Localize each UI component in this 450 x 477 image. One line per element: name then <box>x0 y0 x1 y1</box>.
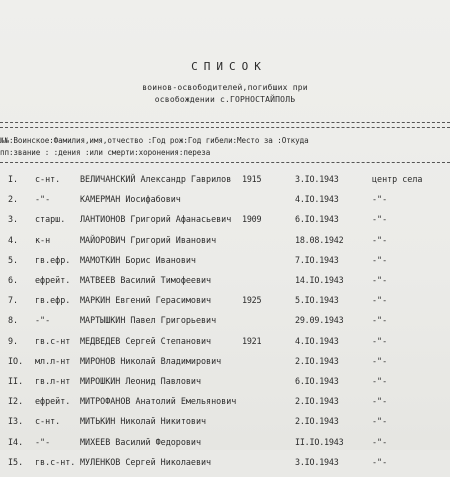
row-name: МЕДВЕДЕВ Сергей Степанович <box>80 335 212 346</box>
row-rank: гв.ефр. <box>35 254 71 265</box>
row-death-date: 6.IO.1943 <box>295 376 339 386</box>
row-number: IO. <box>8 355 24 366</box>
row-birth-year: 1909 <box>242 214 262 225</box>
row-number: I2. <box>8 396 24 407</box>
divider <box>0 162 450 166</box>
row-burial-place: -"- <box>372 335 388 346</box>
row-rank: ефрейт. <box>35 275 71 285</box>
divider <box>0 127 450 131</box>
table-row <box>0 255 450 275</box>
table-row <box>0 295 450 315</box>
row-name: КАМЕРМАН Иосифабович <box>80 194 181 205</box>
row-name: МИТЬКИН Николай Никитович <box>80 416 207 427</box>
row-death-date: II.IO.1943 <box>295 436 344 447</box>
row-number: 3. <box>8 214 19 225</box>
row-death-date: 2.IO.1943 <box>295 355 339 366</box>
row-death-date: 3.IO.1943 <box>295 456 339 467</box>
row-death-date: 2.IO.1943 <box>295 396 339 407</box>
row-name: МУЛЕНКОВ Сергей Николаевич <box>80 456 212 467</box>
row-rank: -"- <box>35 315 51 326</box>
row-rank: гв.л-нт <box>35 376 71 386</box>
row-death-date: 14.IO.1943 <box>295 275 344 285</box>
row-number: II. <box>8 376 24 386</box>
document-title: СПИСОК <box>191 60 267 73</box>
row-rank: мл.л-нт <box>35 355 71 366</box>
row-burial-place: -"- <box>372 295 388 306</box>
row-burial-place: -"- <box>372 234 388 245</box>
row-rank: ефрейт. <box>35 396 71 407</box>
row-name: ВЕЛИЧАНСКИЙ Александр Гаврилов <box>80 174 232 184</box>
table-row <box>0 356 450 376</box>
row-name: МАРТЫШКИН Павел Григорьевич <box>80 315 217 326</box>
row-death-date: 7.IO.1943 <box>295 254 339 265</box>
row-burial-place: -"- <box>372 456 388 467</box>
row-burial-place: -"- <box>372 376 388 386</box>
row-number: I4. <box>8 436 24 447</box>
row-name: МАМОТКИН Борис Иванович <box>80 254 196 265</box>
row-name: МИХЕЕВ Василий Федорович <box>80 436 202 447</box>
row-number: 7. <box>8 295 19 306</box>
row-burial-place: -"- <box>372 355 388 366</box>
table-header-line1: №№:Воинское:Фамилия,имя,отчество :Год рож:Год гибели:Место за :Откуда <box>0 136 309 145</box>
row-name: МАЙОРОВИЧ Григорий Иванович <box>80 234 217 245</box>
row-number: 5. <box>8 254 19 265</box>
row-number: I5. <box>8 456 24 467</box>
row-burial-place: -"- <box>372 315 388 326</box>
row-number: 6. <box>8 275 19 285</box>
row-name: ЛАНТИОНОВ Григорий Афанасьевич <box>80 214 232 225</box>
row-rank: с-нт. <box>35 416 61 427</box>
row-burial-place: -"- <box>372 194 388 205</box>
row-death-date: 6.IO.1943 <box>295 214 339 225</box>
row-rank: гв.ефр. <box>35 295 71 306</box>
row-burial-place: -"- <box>372 396 388 407</box>
row-death-date: 4.IO.1943 <box>295 194 339 205</box>
row-death-date: 4.IO.1943 <box>295 335 339 346</box>
table-row <box>0 396 450 416</box>
row-rank: -"- <box>35 194 51 205</box>
row-name: МАРКИН Евгений Герасимович <box>80 295 212 306</box>
row-number: 8. <box>8 315 19 326</box>
row-rank: гв.с-нт <box>35 335 71 346</box>
table-row <box>0 416 450 436</box>
document-subtitle-line1: воинов-освободителей,погибших при <box>142 83 308 92</box>
row-number: I. <box>8 174 19 184</box>
row-death-date: 29.09.1943 <box>295 315 344 326</box>
row-birth-year: 1925 <box>242 295 262 306</box>
table-row <box>0 437 450 457</box>
row-rank: старш. <box>35 214 66 225</box>
table-row <box>0 336 450 356</box>
table-header-line2: пп:звание : :дения :или смерти:хоронения:переза <box>0 148 211 157</box>
row-birth-year: 1921 <box>242 335 262 346</box>
row-rank: -"- <box>35 436 51 447</box>
row-birth-year: 1915 <box>242 174 262 184</box>
row-burial-place: -"- <box>372 416 388 427</box>
table-row <box>0 315 450 335</box>
row-death-date: 5.IO.1943 <box>295 295 339 306</box>
row-burial-place: -"- <box>372 275 388 285</box>
row-rank: гв.с-нт. <box>35 456 76 467</box>
table-row <box>0 214 450 234</box>
row-burial-place: -"- <box>372 254 388 265</box>
table-row <box>0 457 450 477</box>
row-rank: с-нт. <box>35 174 61 184</box>
row-death-date: 18.08.1942 <box>295 234 344 245</box>
document-subtitle-line2: освобождении с.ГОРНОСТАЙПОЛЬ <box>154 95 296 104</box>
row-death-date: 2.IO.1943 <box>295 416 339 427</box>
row-number: I3. <box>8 416 24 427</box>
table-row <box>0 174 450 194</box>
divider <box>0 122 450 126</box>
row-death-date: 3.IO.1943 <box>295 174 339 184</box>
table-row <box>0 275 450 295</box>
row-number: 4. <box>8 234 19 245</box>
row-number: 9. <box>8 335 19 346</box>
table-row <box>0 194 450 214</box>
row-rank: к-н <box>35 234 51 245</box>
row-name: МИРОШКИН Леонид Павлович <box>80 376 202 386</box>
row-name: МАТВЕЕВ Василий Тимофеевич <box>80 275 212 285</box>
row-burial-place: -"- <box>372 436 388 447</box>
table-row <box>0 376 450 396</box>
row-burial-place: центр села <box>372 174 423 184</box>
row-name: МИТРОФАНОВ Анатолий Емельянович <box>80 396 237 407</box>
row-name: МИРОНОВ Николай Владимирович <box>80 355 222 366</box>
row-burial-place: -"- <box>372 214 388 225</box>
row-number: 2. <box>8 194 19 205</box>
table-row <box>0 235 450 255</box>
